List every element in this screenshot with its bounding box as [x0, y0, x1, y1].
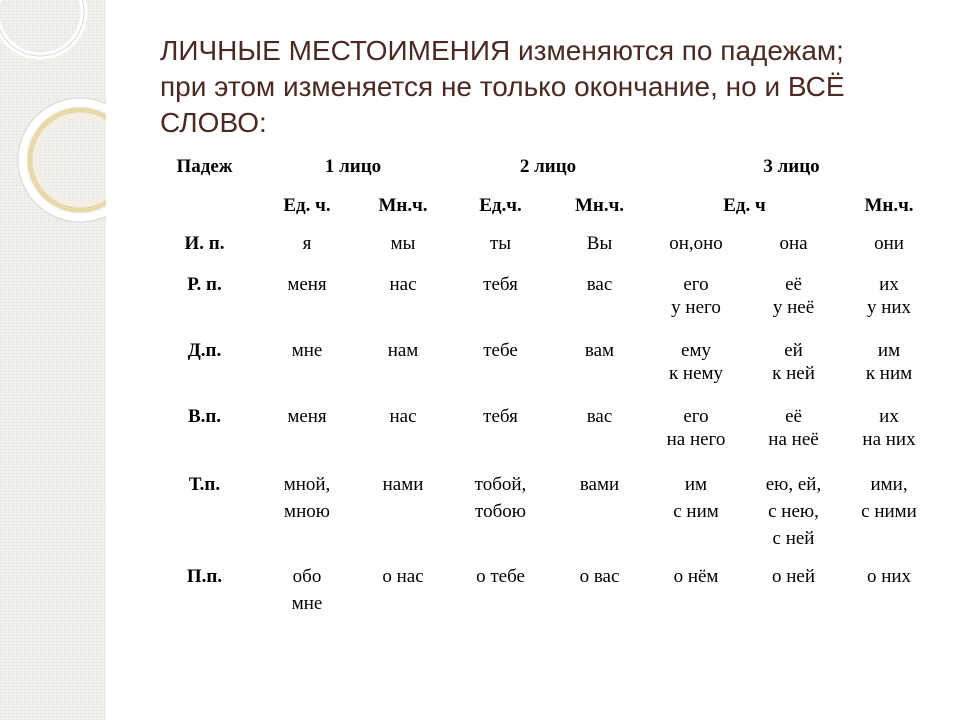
table-cell: тебя	[483, 406, 518, 427]
table-cell: мной, мною	[283, 474, 331, 522]
header-person-3: 3 лицо	[763, 156, 820, 177]
table-row	[152, 335, 936, 401]
table-cell: мы	[390, 233, 416, 254]
table-cell: тебя	[483, 274, 518, 295]
table-cell: он,оно	[669, 233, 723, 254]
table-cell: его на него	[666, 406, 726, 450]
slide-title: ЛИЧНЫЕ МЕСТОИМЕНИЯ изменяются по падежам; при этом изменяется не только окончание, но и ВСЁ СЛОВО:	[160, 35, 845, 138]
header-empty	[152, 190, 257, 229]
table-cell: ты	[489, 233, 512, 254]
table-cell: о ней	[771, 566, 816, 587]
table-cell: нам	[387, 340, 419, 361]
table-cell: вас	[586, 274, 613, 295]
header-number: Мн.ч.	[574, 195, 625, 216]
table-cell: её у неё	[772, 274, 815, 318]
header-number: Ед. ч	[723, 195, 766, 216]
table-cell: ему к нему	[668, 340, 724, 384]
table-cell: тебе	[483, 340, 518, 361]
table-cell: им к ним	[865, 340, 913, 384]
header-person-1: 1 лицо	[324, 156, 382, 177]
table-row	[152, 467, 936, 559]
table-row	[152, 269, 936, 335]
header-row-numbers	[152, 190, 936, 229]
table-cell: им с ним	[673, 474, 719, 522]
table-cell: о вас	[579, 566, 620, 587]
table-cell: вас	[586, 406, 613, 427]
table-cell: обо мне	[291, 566, 323, 614]
table-cell: мне	[291, 340, 323, 361]
header-number: Ед. ч.	[283, 195, 331, 216]
table-cell: ею, ей, с нею, с ней	[765, 474, 822, 549]
header-number: Мн.ч.	[864, 195, 914, 216]
pronoun-table	[152, 152, 936, 625]
table-row	[152, 401, 936, 467]
case-label: Т.п.	[188, 474, 221, 495]
table-cell: они	[874, 233, 904, 254]
table-cell: ей к ней	[772, 340, 815, 384]
case-label: Р. п.	[187, 274, 222, 295]
table-cell: нами	[382, 474, 424, 495]
table-cell: о них	[866, 566, 912, 587]
table-cell: вам	[584, 340, 615, 361]
header-number: Мн.ч.	[378, 195, 428, 216]
header-person-2: 2 лицо	[519, 156, 577, 177]
table-cell: о нас	[382, 566, 424, 587]
table-cell: вами	[579, 474, 620, 495]
header-row-persons	[152, 152, 936, 190]
table-row	[152, 229, 936, 269]
table-cell: их у них	[866, 274, 912, 318]
table-cell: его у него	[671, 274, 721, 318]
table-cell: нас	[389, 274, 417, 295]
table-cell: их на них	[862, 406, 916, 450]
table-row	[152, 559, 936, 625]
table-cell: меня	[287, 406, 327, 427]
case-label: И. п.	[184, 233, 225, 254]
table-cell: нас	[389, 406, 417, 427]
table-cell: она	[779, 233, 808, 254]
table-cell: тобой, тобою	[474, 474, 527, 522]
case-label: Д.п.	[187, 340, 222, 361]
case-label: П.п.	[186, 566, 223, 587]
header-number: Ед.ч.	[479, 195, 522, 216]
case-label: В.п.	[187, 406, 222, 427]
decorative-sidebar	[0, 0, 106, 720]
table-cell: я	[302, 233, 312, 254]
table-cell: её на неё	[768, 406, 819, 450]
decorative-rings-icon	[0, 0, 106, 720]
table-cell: меня	[287, 274, 327, 295]
table-cell: о нём	[673, 566, 719, 587]
header-case: Падеж	[176, 156, 233, 177]
table-cell: Вы	[586, 233, 613, 254]
table-cell: ими, с ними	[861, 474, 917, 522]
table-cell: о тебе	[476, 566, 525, 587]
